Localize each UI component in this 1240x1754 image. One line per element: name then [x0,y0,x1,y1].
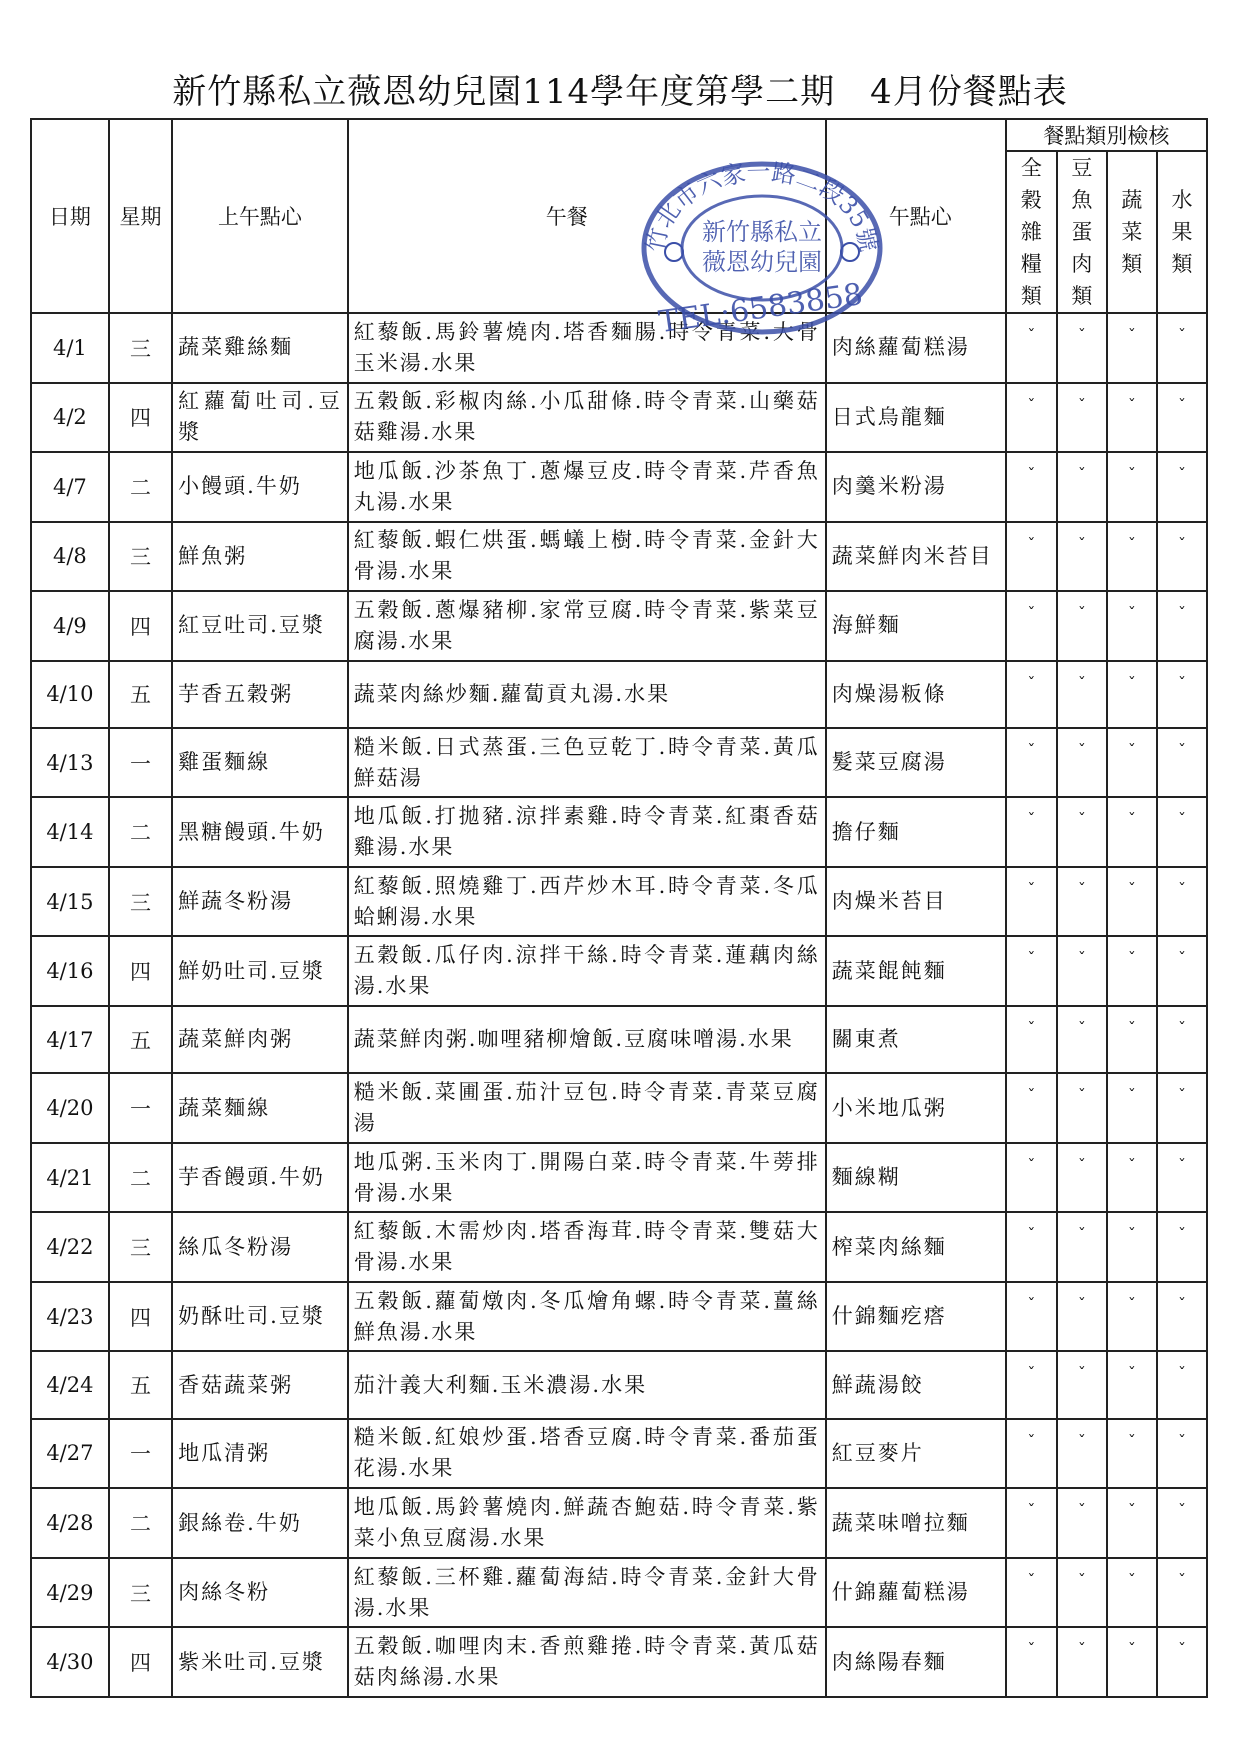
meal-row [31,591,1207,661]
check-mark-cell: ˇ [1157,867,1207,937]
weekday-cell: 五 [109,1351,172,1418]
date-cell: 4/27 [31,1419,109,1489]
check-mark-cell: ˇ [1057,1488,1107,1558]
check-mark-cell: ˇ [1107,1282,1157,1352]
date-cell: 4/20 [31,1073,109,1143]
check-mark-cell: ˇ [1057,728,1107,798]
meal-row [31,313,1207,383]
lunch-cell: 五穀飯.蔥爆豬柳.家常豆腐.時令青菜.紫菜豆腐湯.水果 [348,591,826,661]
check-mark-cell: ˇ [1157,452,1207,522]
afternoon-snack-cell: 小米地瓜粥 [826,1073,1006,1143]
check-mark-cell: ˇ [1107,728,1157,798]
date-cell: 4/28 [31,1488,109,1558]
lunch-header: 午餐 [348,119,826,313]
date-cell: 4/16 [31,936,109,1006]
check-mark-cell: ˇ [1107,383,1157,453]
date-cell: 4/23 [31,1282,109,1352]
meal-row [31,1073,1207,1143]
seal-line2: 薇恩幼兒園 [702,248,822,276]
date-cell: 4/13 [31,728,109,798]
check-mark-cell: ˇ [1006,1006,1057,1073]
morning-snack-cell: 絲瓜冬粉湯 [172,1212,348,1282]
check-mark-cell: ˇ [1057,661,1107,728]
check-mark-cell: ˇ [1057,1419,1107,1489]
check-mark-cell: ˇ [1107,313,1157,383]
check-mark-cell: ˇ [1006,1558,1057,1628]
weekday-cell: 二 [109,1488,172,1558]
check-mark-cell: ˇ [1057,1282,1107,1352]
morning-snack-cell: 芋香五穀粥 [172,661,348,728]
morning-snack-cell: 香菇蔬菜粥 [172,1351,348,1418]
weekday-cell: 二 [109,452,172,522]
afternoon-snack-cell: 肉燥米苔目 [826,867,1006,937]
check-mark-cell: ˇ [1107,661,1157,728]
check-mark-cell: ˇ [1057,1212,1107,1282]
lunch-cell: 地瓜粥.玉米肉丁.開陽白菜.時令青菜.牛蒡排骨湯.水果 [348,1143,826,1213]
check-header-fruit: 水果類 [1157,151,1207,313]
weekday-cell: 四 [109,1627,172,1697]
check-mark-cell: ˇ [1157,591,1207,661]
check-mark-cell: ˇ [1157,1351,1207,1418]
check-mark-cell: ˇ [1157,1419,1207,1489]
check-mark-cell: ˇ [1006,867,1057,937]
afternoon-snack-cell: 肉絲陽春麵 [826,1627,1006,1697]
meal-row [31,1006,1207,1073]
check-mark-cell: ˇ [1006,313,1057,383]
check-mark-cell: ˇ [1107,936,1157,1006]
morning-snack-cell: 鮮蔬冬粉湯 [172,867,348,937]
check-mark-cell: ˇ [1107,867,1157,937]
afternoon-snack-cell: 擔仔麵 [826,797,1006,867]
afternoon-snack-cell: 什錦蘿蔔糕湯 [826,1558,1006,1628]
lunch-cell: 地瓜飯.馬鈴薯燒肉.鮮蔬杏鮑菇.時令青菜.紫菜小魚豆腐湯.水果 [348,1488,826,1558]
check-mark-cell: ˇ [1057,936,1107,1006]
date-cell: 4/29 [31,1558,109,1628]
morning-snack-cell: 紫米吐司.豆漿 [172,1627,348,1697]
morning-snack-cell: 小饅頭.牛奶 [172,452,348,522]
weekday-cell: 三 [109,1212,172,1282]
meal-row [31,1143,1207,1213]
date-cell: 4/1 [31,313,109,383]
morning-snack-cell: 銀絲卷.牛奶 [172,1488,348,1558]
meal-row [31,661,1207,728]
weekday-cell: 四 [109,591,172,661]
check-mark-cell: ˇ [1157,661,1207,728]
lunch-cell: 糙米飯.紅娘炒蛋.塔香豆腐.時令青菜.番茄蛋花湯.水果 [348,1419,826,1489]
check-mark-cell: ˇ [1157,797,1207,867]
check-mark-cell: ˇ [1157,313,1207,383]
check-mark-cell: ˇ [1057,1143,1107,1213]
check-mark-cell: ˇ [1157,1006,1207,1073]
check-mark-cell: ˇ [1006,797,1057,867]
afternoon-snack-cell: 髮菜豆腐湯 [826,728,1006,798]
lunch-cell: 蔬菜肉絲炒麵.蘿蔔貢丸湯.水果 [348,661,826,728]
lunch-cell: 紅藜飯.木需炒肉.塔香海茸.時令青菜.雙菇大骨湯.水果 [348,1212,826,1282]
date-cell: 4/8 [31,522,109,592]
afternoon-snack-cell: 鮮蔬湯餃 [826,1351,1006,1418]
check-mark-cell: ˇ [1107,1212,1157,1282]
morning-snack-cell: 蔬菜鮮肉粥 [172,1006,348,1073]
afternoon-snack-cell: 紅豆麥片 [826,1419,1006,1489]
weekday-cell: 五 [109,661,172,728]
check-mark-cell: ˇ [1107,1006,1157,1073]
check-mark-cell: ˇ [1006,591,1057,661]
lunch-cell: 茄汁義大利麵.玉米濃湯.水果 [348,1351,826,1418]
weekday-cell: 四 [109,936,172,1006]
date-cell: 4/14 [31,797,109,867]
meal-row [31,1558,1207,1628]
meal-row [31,728,1207,798]
check-mark-cell: ˇ [1107,452,1157,522]
date-cell: 4/7 [31,452,109,522]
afternoon-snack-cell: 麵線糊 [826,1143,1006,1213]
meal-table [30,118,1208,1698]
check-mark-cell: ˇ [1157,936,1207,1006]
check-mark-cell: ˇ [1057,383,1107,453]
morning-snack-cell: 芋香饅頭.牛奶 [172,1143,348,1213]
lunch-cell: 五穀飯.瓜仔肉.涼拌干絲.時令青菜.蓮藕肉絲湯.水果 [348,936,826,1006]
meal-row [31,383,1207,453]
check-mark-cell: ˇ [1057,1627,1107,1697]
date-cell: 4/21 [31,1143,109,1213]
check-mark-cell: ˇ [1057,452,1107,522]
check-mark-cell: ˇ [1006,1351,1057,1418]
lunch-cell: 地瓜飯.打拋豬.涼拌素雞.時令青菜.紅棗香菇雞湯.水果 [348,797,826,867]
check-mark-cell: ˇ [1107,797,1157,867]
check-mark-cell: ˇ [1006,936,1057,1006]
date-cell: 4/10 [31,661,109,728]
morning-snack-cell: 肉絲冬粉 [172,1558,348,1628]
morning-snack-cell: 鮮奶吐司.豆漿 [172,936,348,1006]
afternoon-snack-header: 午點心 [826,119,1006,313]
seal-tel: TEL:6583858 [656,276,865,341]
afternoon-snack-cell: 肉燥湯粄條 [826,661,1006,728]
morning-snack-cell: 蔬菜麵線 [172,1073,348,1143]
lunch-cell: 五穀飯.彩椒肉絲.小瓜甜條.時令青菜.山藥菇菇雞湯.水果 [348,383,826,453]
check-mark-cell: ˇ [1006,661,1057,728]
check-mark-cell: ˇ [1107,1558,1157,1628]
morning-snack-cell: 黑糖饅頭.牛奶 [172,797,348,867]
meal-row [31,1212,1207,1282]
check-header-grains: 全穀雜糧類 [1006,151,1057,313]
morning-snack-header: 上午點心 [172,119,348,313]
check-header-protein: 豆魚蛋肉類 [1057,151,1107,313]
lunch-cell: 紅藜飯.三杯雞.蘿蔔海結.時令青菜.金針大骨湯.水果 [348,1558,826,1628]
check-mark-cell: ˇ [1107,1073,1157,1143]
afternoon-snack-cell: 海鮮麵 [826,591,1006,661]
afternoon-snack-cell: 蔬菜餛飩麵 [826,936,1006,1006]
lunch-cell: 蔬菜鮮肉粥.咖哩豬柳燴飯.豆腐味噌湯.水果 [348,1006,826,1073]
check-mark-cell: ˇ [1057,1006,1107,1073]
morning-snack-cell: 地瓜清粥 [172,1419,348,1489]
check-mark-cell: ˇ [1157,1143,1207,1213]
check-mark-cell: ˇ [1006,1627,1057,1697]
weekday-cell: 二 [109,797,172,867]
check-mark-cell: ˇ [1006,522,1057,592]
check-mark-cell: ˇ [1107,1627,1157,1697]
weekday-cell: 二 [109,1143,172,1213]
afternoon-snack-cell: 日式烏龍麵 [826,383,1006,453]
check-mark-cell: ˇ [1157,1073,1207,1143]
meal-row [31,1488,1207,1558]
morning-snack-cell: 奶酥吐司.豆漿 [172,1282,348,1352]
weekday-cell: 一 [109,1073,172,1143]
lunch-cell: 紅藜飯.蝦仁烘蛋.螞蟻上樹.時令青菜.金針大骨湯.水果 [348,522,826,592]
date-cell: 4/17 [31,1006,109,1073]
check-mark-cell: ˇ [1006,452,1057,522]
check-mark-cell: ˇ [1006,728,1057,798]
afternoon-snack-cell: 蔬菜鮮肉米苔目 [826,522,1006,592]
check-mark-cell: ˇ [1057,1351,1107,1418]
weekday-cell: 一 [109,1419,172,1489]
check-mark-cell: ˇ [1107,1351,1157,1418]
check-mark-cell: ˇ [1157,1627,1207,1697]
weekday-cell: 三 [109,522,172,592]
check-mark-cell: ˇ [1057,797,1107,867]
afternoon-snack-cell: 蔬菜味噌拉麵 [826,1488,1006,1558]
meal-row [31,797,1207,867]
check-group-header: 餐點類別檢核 [1006,119,1207,151]
page-title: 新竹縣私立薇恩幼兒園114學年度第學二期 4月份餐點表 [172,72,1068,112]
check-header-vegetable: 蔬菜類 [1107,151,1157,313]
weekday-cell: 五 [109,1006,172,1073]
date-cell: 4/15 [31,867,109,937]
check-mark-cell: ˇ [1157,1558,1207,1628]
lunch-cell: 地瓜飯.沙茶魚丁.蔥爆豆皮.時令青菜.芹香魚丸湯.水果 [348,452,826,522]
weekday-cell: 四 [109,1282,172,1352]
date-cell: 4/22 [31,1212,109,1282]
meal-row [31,867,1207,937]
check-mark-cell: ˇ [1107,591,1157,661]
check-mark-cell: ˇ [1006,1282,1057,1352]
check-mark-cell: ˇ [1057,1558,1107,1628]
meal-rows [31,313,1207,1697]
check-mark-cell: ˇ [1057,313,1107,383]
check-mark-cell: ˇ [1057,591,1107,661]
lunch-cell: 紅藜飯.馬鈴薯燒肉.塔香麵腸.時令青菜.大骨玉米湯.水果 [348,313,826,383]
check-mark-cell: ˇ [1157,1282,1207,1352]
lunch-cell: 糙米飯.日式蒸蛋.三色豆乾丁.時令青菜.黃瓜鮮菇湯 [348,728,826,798]
check-mark-cell: ˇ [1006,1073,1057,1143]
weekday-cell: 一 [109,728,172,798]
weekday-cell: 三 [109,1558,172,1628]
morning-snack-cell: 鮮魚粥 [172,522,348,592]
morning-snack-cell: 雞蛋麵線 [172,728,348,798]
check-mark-cell: ˇ [1057,867,1107,937]
seal-address: 竹北市六家一路二段35號 [641,157,883,255]
lunch-cell: 糙米飯.菜圃蛋.茄汁豆包.時令青菜.青菜豆腐湯 [348,1073,826,1143]
lunch-cell: 紅藜飯.照燒雞丁.西芹炒木耳.時令青菜.冬瓜蛤蜊湯.水果 [348,867,826,937]
afternoon-snack-cell: 榨菜肉絲麵 [826,1212,1006,1282]
morning-snack-cell: 紅蘿蔔吐司.豆漿 [172,383,348,453]
check-mark-cell: ˇ [1107,1419,1157,1489]
lunch-cell: 五穀飯.咖哩肉末.香煎雞捲.時令青菜.黃瓜菇菇肉絲湯.水果 [348,1627,826,1697]
check-mark-cell: ˇ [1107,522,1157,592]
morning-snack-cell: 紅豆吐司.豆漿 [172,591,348,661]
check-mark-cell: ˇ [1006,1488,1057,1558]
check-mark-cell: ˇ [1157,522,1207,592]
check-mark-cell: ˇ [1006,1419,1057,1489]
date-cell: 4/30 [31,1627,109,1697]
weekday-cell: 三 [109,867,172,937]
meal-row [31,1419,1207,1489]
seal-line1: 新竹縣私立 [702,218,822,246]
weekday-header: 星期 [109,119,172,313]
date-cell: 4/24 [31,1351,109,1418]
weekday-cell: 四 [109,383,172,453]
meal-row [31,936,1207,1006]
meal-row [31,522,1207,592]
check-mark-cell: ˇ [1006,383,1057,453]
date-cell: 4/2 [31,383,109,453]
date-cell: 4/9 [31,591,109,661]
check-mark-cell: ˇ [1157,1212,1207,1282]
meal-row [31,1627,1207,1697]
check-mark-cell: ˇ [1057,522,1107,592]
meal-row [31,1282,1207,1352]
check-mark-cell: ˇ [1107,1488,1157,1558]
check-mark-cell: ˇ [1157,1488,1207,1558]
afternoon-snack-cell: 肉羹米粉湯 [826,452,1006,522]
date-header: 日期 [31,119,109,313]
meal-row [31,452,1207,522]
lunch-cell: 五穀飯.蘿蔔燉肉.冬瓜燴角螺.時令青菜.薑絲鮮魚湯.水果 [348,1282,826,1352]
check-mark-cell: ˇ [1006,1212,1057,1282]
check-mark-cell: ˇ [1006,1143,1057,1213]
afternoon-snack-cell: 肉絲蘿蔔糕湯 [826,313,1006,383]
check-mark-cell: ˇ [1157,383,1207,453]
check-mark-cell: ˇ [1057,1073,1107,1143]
check-mark-cell: ˇ [1107,1143,1157,1213]
check-mark-cell: ˇ [1157,728,1207,798]
afternoon-snack-cell: 關東煮 [826,1006,1006,1073]
meal-row [31,1351,1207,1418]
weekday-cell: 三 [109,313,172,383]
afternoon-snack-cell: 什錦麵疙瘩 [826,1282,1006,1352]
morning-snack-cell: 蔬菜雞絲麵 [172,313,348,383]
